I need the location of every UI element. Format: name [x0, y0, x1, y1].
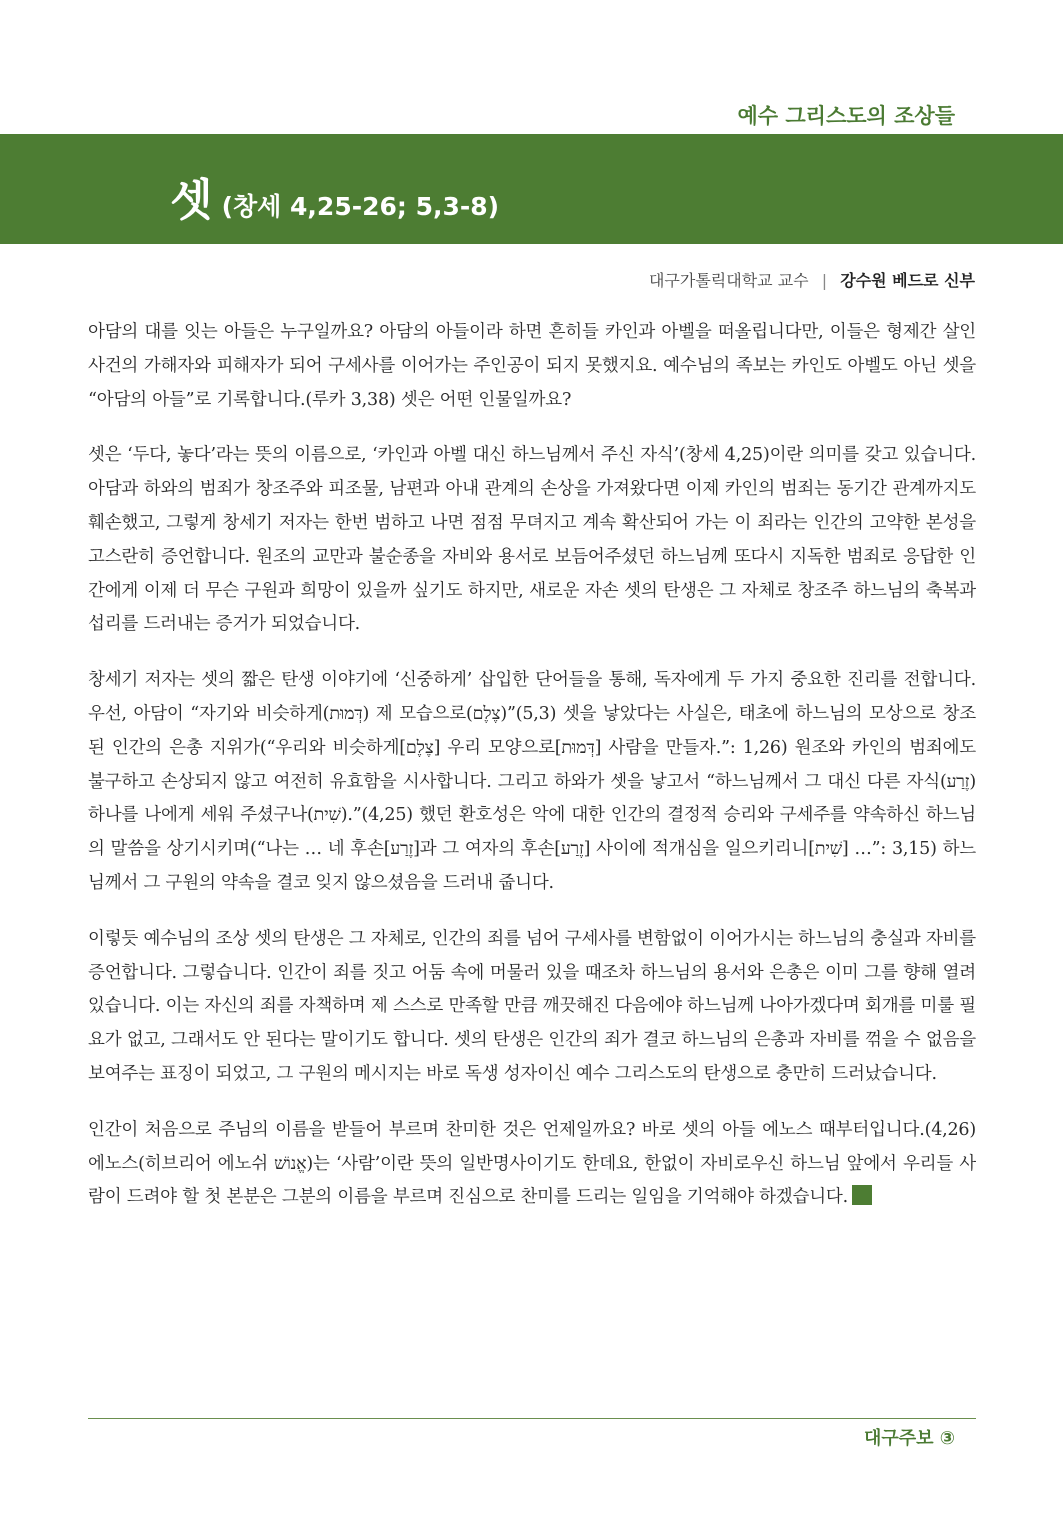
title-text: 셋 — [170, 175, 213, 226]
paragraph-4: 이렇듯 예수님의 조상 셋의 탄생은 그 자체로, 인간의 죄를 넘어 구세사를 변함없이 이어가시는 하느님의 충실과 자비를 증언합니다. 그렇습니다. 인간이 죄를 짓고 어둠 속에 머물러 있을 때조차 하느님의 용서와 은총은 이미 그를 향해 열려 있습니다. 이는 자신의 죄를 자책하며 제 스스로 만족할 만큼 깨끗해진 다음에야 하느님께 나아가겠다며 회개를 미룰 필요가 없고, 그래서도 안 된다는 말이기도 합니다. 셋의 탄생은 인간의 죄가 결코 하느님의 은총과 자비를 꺾을 수 없음을 보여주는 표징이 되었고, 그 구원의 메시지는 바로 독생 성자이신 예수 그리스도의 탄생으로 충만히 드러났습니다. — [88, 928, 976, 1084]
byline — [649, 268, 975, 291]
paragraph-3: 창세기 저자는 셋의 짧은 탄생 이야기에 ‘신중하게’ 삽입한 단어들을 통해, 독자에게 두 가지 중요한 진리를 전합니다. 우선, 아담이 “자기와 비슷하게(דְּמוּת) 제 모습으로(צֶלֶם)”(5,3) 셋을 낳았다는 사실은, 태초에 하느님의 모상으로 창조된 인간의 은총 지위가(“우리와 비슷하게[צֶלֶם] 우리 모양으로[דְּמוּת] 사람을 만들자.”: 1,26) 원조와 카인의 범죄에도 불구하고 손상되지 않고 여전히 유효함을 시사합니다. 그리고 하와가 셋을 낳고서 “하느님께서 그 대신 다른 자식(זֶרַע) 하나를 나에게 세워 주셨구나(שִׁית).”(4,25) 했던 환호성은 악에 대한 인간의 결정적 승리와 구세주를 약속하신 하느님의 말씀을 상기시키며(“나는 … 네 후손[זֶרַע]과 그 여자의 후손[זֶרַע] 사이에 적개심을 일으키리니[שִׁית] …”: 3,15) 하느님께서 그 구원의 약속을 결코 잊지 않으셨음을 드러내 줍니다. — [88, 670, 977, 893]
scripture-reference: (창세 4,25-26; 5,3-8) — [221, 192, 500, 221]
paragraph-5 — [88, 1114, 976, 1215]
author-affiliation: 대구가톨릭대학교 교수 — [648, 271, 809, 290]
paragraph-2: 셋은 ‘두다, 놓다’라는 뜻의 이름으로, ‘카인과 아벨 대신 하느님께서 주신 자식’(창세 4,25)이란 의미를 갖고 있습니다. 아담과 하와의 범죄가 창조주와 피조물, 남편과 아내 관계의 손상을 가져왔다면 이제 카인의 범죄는 동기간 관계까지도 훼손했고, 그렇게 창세기 저자는 한번 범하고 나면 점점 무뎌지고 계속 확산되어 가는 이 죄라는 인간의 고약한 본성을 고스란히 증언합니다. 원조의 교만과 불순종을 자비와 용서로 보듬어주셨던 하느님께 또다시 지독한 범죄로 응답한 인간에게 이제 더 무슨 구원과 희망이 있을까 싶기도 하지만, 새로운 자손 셋의 탄생은 그 자체로 창조주 하느님의 축복과 섭리를 드러내는 증거가 되었습니다. — [88, 445, 976, 635]
paragraph-5-text: 인간이 처음으로 주님의 이름을 받들어 부르며 찬미한 것은 언제일까요? 바로 셋의 아들 에노스 때부터입니다.(4,26) 에노스(히브리어 에노쉬 אֱנוֹשׁ)는 ‘사람’이란 뜻의 일반명사이기도 한데요, 한없이 자비로우신 하느님 앞에서 우리들 사람이 드려야 할 첫 본분은 그분의 이름을 부르며 진심으로 찬미를 드리는 일임을 기억해야 하겠습니다. — [88, 1119, 976, 1208]
page-label: 대구주보 ③ — [863, 1428, 955, 1449]
author-name: 강수원 베드로 신부 — [840, 271, 975, 290]
article-title — [170, 164, 499, 228]
article-body — [88, 316, 976, 1237]
series-title: 예수 그리스도의 조상들 — [737, 104, 955, 128]
title-banner — [0, 134, 1063, 244]
paragraph-1: 아담의 대를 잇는 아들은 누구일까요? 아담의 아들이라 하면 흔히들 카인과 아벨을 떠올립니다만, 이들은 형제간 살인 사건의 가해자와 피해자가 되어 구세사를 이어가는 주인공이 되지 못했지요. 예수님의 족보는 카인도 아벨도 아닌 셋을 “아담의 아들”로 기록합니다.(루카 3,38) 셋은 어떤 인물일까요? — [88, 322, 976, 410]
footer-divider — [88, 1418, 976, 1419]
end-mark-icon — [852, 1185, 872, 1205]
byline-separator: | — [821, 271, 828, 290]
